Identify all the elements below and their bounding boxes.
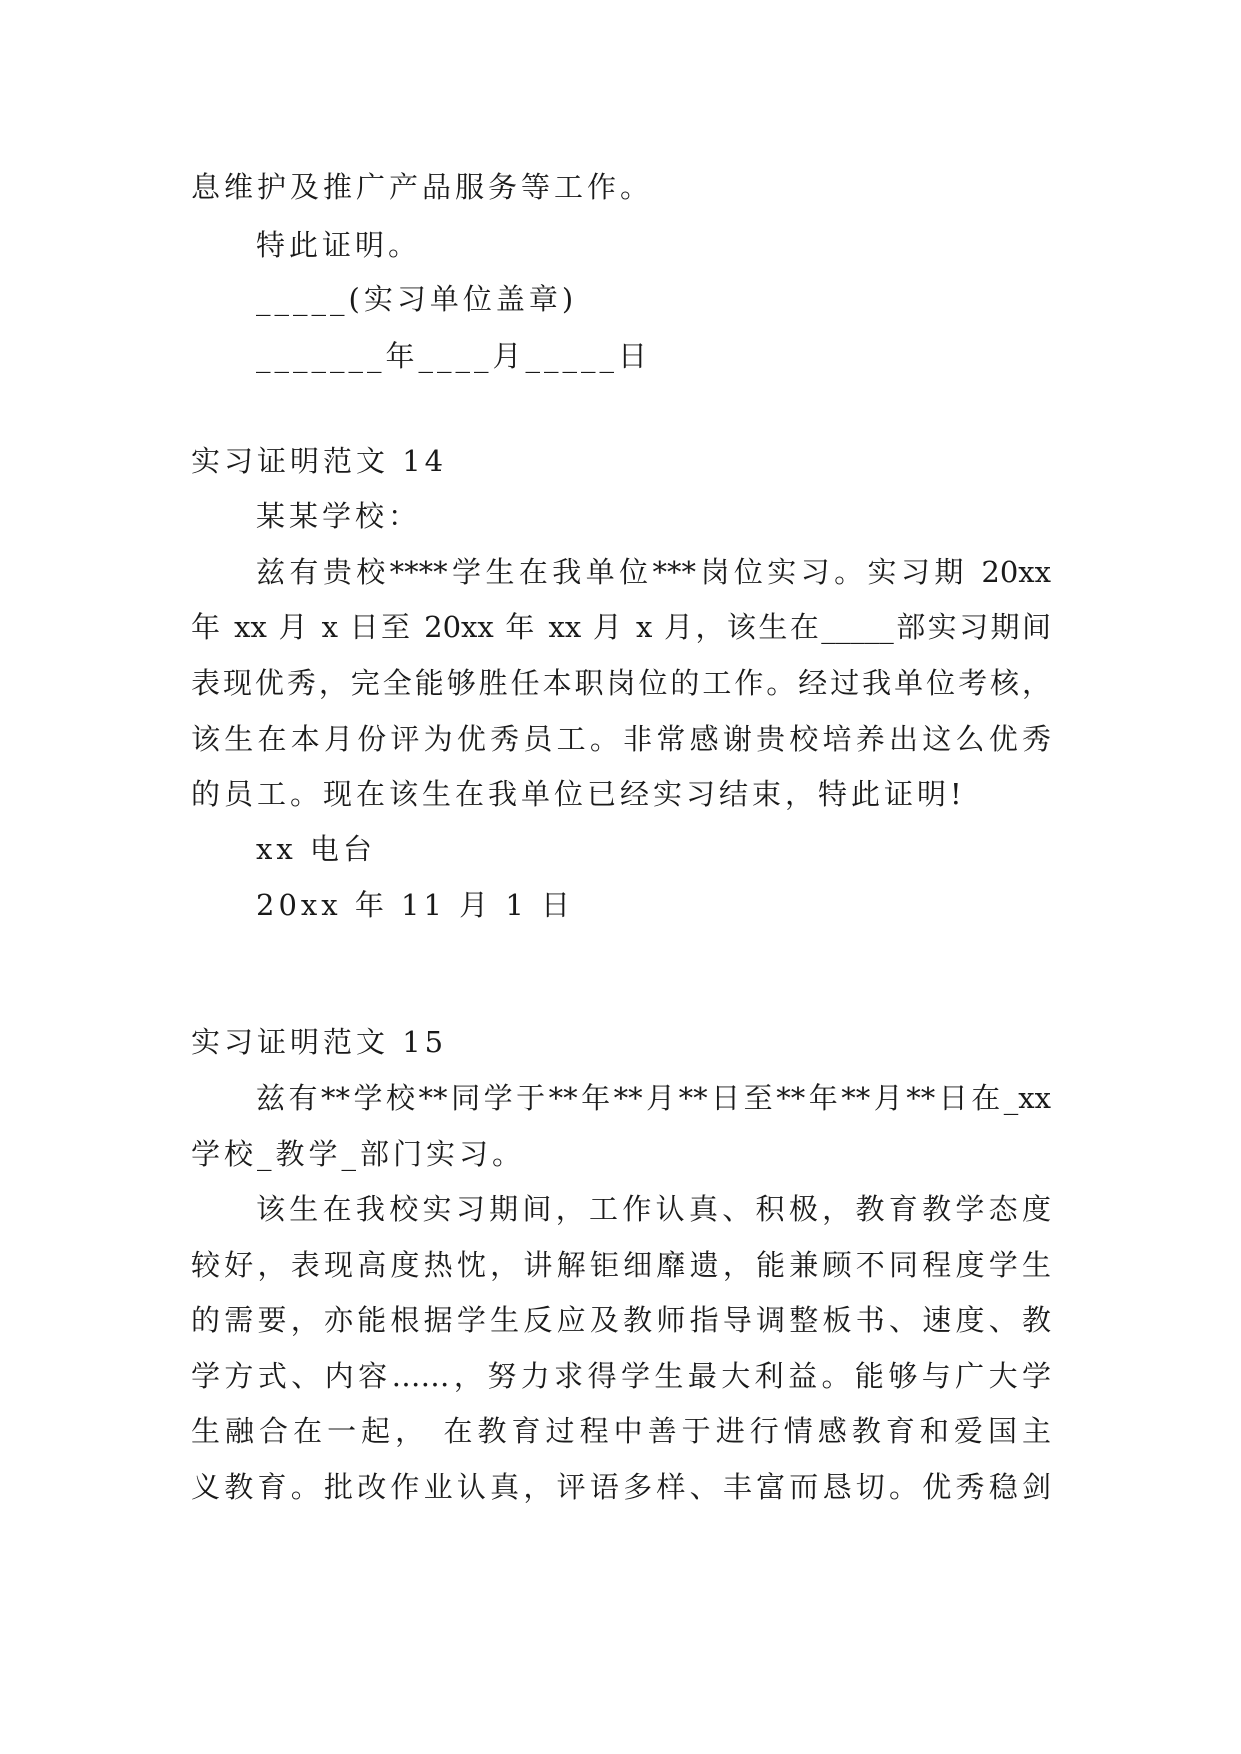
section15-heading: 实习证明范文 15 — [191, 1025, 448, 1059]
section15-para2-line: 学方式、内容……，努力求得学生最大利益。能够与广大学 — [191, 1359, 1051, 1393]
section14-heading: 实习证明范文 14 — [191, 444, 448, 478]
section15-para2-line: 义教育。批改作业认真，评语多样、丰富而恳切。优秀稳剑 — [191, 1470, 1051, 1504]
section14-body-line: 年 xx 月 x 日至 20xx 年 xx 月 x 月，该生在_____部实习期间 — [191, 610, 1051, 644]
section15-para2-line: 较好，表现高度热忱，讲解钜细靡遗，能兼顾不同程度学生 — [191, 1248, 1051, 1282]
section14-signer: xx 电台 — [256, 832, 376, 866]
section13-closing: 特此证明。 — [256, 228, 422, 262]
section14-body-line: 表现优秀，完全能够胜任本职岗位的工作。经过我单位考核， — [191, 666, 1051, 700]
section15-para2-line: 生融合在一起， 在教育过程中善于进行情感教育和爱国主 — [191, 1414, 1051, 1448]
section13-last-line: 息维护及推广产品服务等工作。 — [191, 170, 654, 204]
section14-body-line: 的员工。现在该生在我单位已经实习结束，特此证明! — [191, 777, 966, 811]
section13-seal-line: _____(实习单位盖章) — [256, 282, 578, 316]
section14-body-line: 兹有贵校****学生在我单位***岗位实习。实习期 20xx — [256, 555, 1051, 589]
section13-date-line: _______年____月_____日 — [256, 339, 652, 373]
section15-para2-line: 的需要，亦能根据学生反应及教师指导调整板书、速度、教 — [191, 1303, 1051, 1337]
section15-para2-line: 该生在我校实习期间，工作认真、积极，教育教学态度 — [256, 1192, 1051, 1226]
section14-salutation: 某某学校： — [256, 499, 422, 533]
section15-para1-line: 学校_教学_部门实习。 — [191, 1137, 526, 1171]
section14-body-line: 该生在本月份评为优秀员工。非常感谢贵校培养出这么优秀 — [191, 722, 1051, 756]
section14-date: 20xx 年 11 月 1 日 — [256, 888, 575, 922]
section15-para1-line: 兹有**学校**同学于**年**月**日至**年**月**日在_xx — [256, 1081, 1051, 1115]
